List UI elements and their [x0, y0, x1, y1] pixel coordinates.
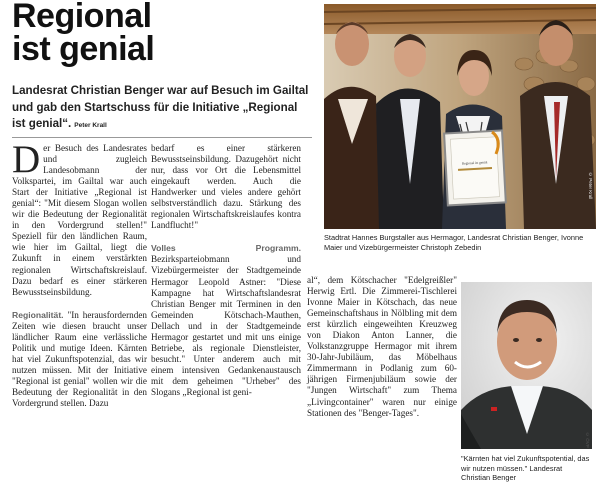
subhead-regionalitaet: Regionalität. [12, 309, 64, 320]
group-photo-caption: Stadtrat Hannes Burgstaller aus Hermagor, Landesrat Christian Benger, Ivonne Maier und Vizebürgermeister Christoph Zebedin [324, 233, 584, 252]
article-column-3 [307, 275, 457, 419]
headline-line-2: ist genial [12, 30, 155, 68]
portrait-credit: © ÖVP [585, 432, 590, 448]
subhead-volles-programm: Volles Programm. [151, 243, 301, 254]
column-3-paragraph: al“, dem Kötschacher "Edelgreißler" Herwig Ertl. Die Zimmerei-Tischlerei Ivonne Maier in Kötschach, das neue Gemeinschaftshaus in Nölbling mit dem erst kürzlich eingeweihten Kreuzweg von Diakon Anton Lanner, die Volkstanzgruppe Hermagor mit ihrem 30-Jahr-Jubiläum, das Möbelhaus Zimmermann in Podlanig zum 60-jährigen Firmenjubiläum sowie der "Jungen Wirtschaft" zum Thema „Livingcontainer" waren nur einige Stationen des "Benger-Tages". [307, 275, 457, 418]
headline [12, 0, 154, 66]
photo-credit: © Peter Krall [588, 172, 593, 200]
author-byline: Peter Krall [74, 122, 107, 129]
portrait-caption: "Kärnten hat viel Zukunftspotential, das wir nutzen müssen." Landesrat Christian Benger [461, 454, 590, 483]
column-1-paragraph-2: "In herausfordernden Zeiten wie diesen braucht unser ländlicher Raum eine verlässliche Politik und mutige Ideen. Kärnten hat viel Zukunftspotenzial, das wir nutzen müssen. Mit der Initiative "Regional ist genial" wollen wir die Bedeutung der Regionalität in den Vordergrund stellen. Dazu [12, 309, 148, 409]
divider [12, 137, 312, 138]
dek-text: Landesrat Christian Benger war auf Besuch im Gailtal und gab den Startschuss für die Initiative „Regional ist genial“. [12, 84, 309, 130]
headline-line-1: Regional [12, 0, 152, 35]
column-2-paragraph-2: Bezirksparteiobmann und Vizebürgermeister der Stadtgemeinde Hermagor Leopold Astner: "Diese Kampagne hat Wirtschaftslandesrat Christian Benger mit Terminen in den Gemeinden Kötschach-Mauthen, Dellach und in der Stadtgemeinde Hermagor gestartet und mit uns einige Betriebe, als regionale Dienstleister, besucht." Unter anderem auch mit einem intensiven Gedankenaustausch mit dem geheimen "Urheber" des Slogans „Regional ist geni- [151, 254, 301, 397]
group-photo [324, 4, 596, 229]
article-column-1 [12, 138, 148, 409]
column-1-paragraph-1: er Besuch des Landesrates und zugleich Landesobmann der Volkspartei, im Gailtal war auch Start der Initiative „Regional ist genial“: "Mit diesem Slogan wollen wir die Bedeutung der Regionalität in den Vordergrund stellen!" Speziell für den ländlichen Raum, wie hier im Gailtal, liegt die Zukunft in einem verstärkten regionalen Wirtschaftskreislauf. Dazu bedarf es einer stärkeren Bewusstseinsbildung. [12, 143, 147, 297]
article-dek [12, 83, 312, 135]
article-column-2 [151, 143, 301, 398]
drop-cap: D [12, 138, 41, 181]
column-2-paragraph-1: bedarf es einer stärkeren Bewusstseinsbildung. Dazugehört nicht nur, dass vor Ort die Lebensmittel eingekauft werden. Auch die Handwerker und vieles andere gehört selbstverständlich dazu. Stärkung des regionalen Wirtschaftskreislaufes kontra Landflucht!" [151, 143, 301, 231]
portrait-photo [461, 282, 592, 449]
certificate-text: Regional ist genial [461, 160, 488, 166]
